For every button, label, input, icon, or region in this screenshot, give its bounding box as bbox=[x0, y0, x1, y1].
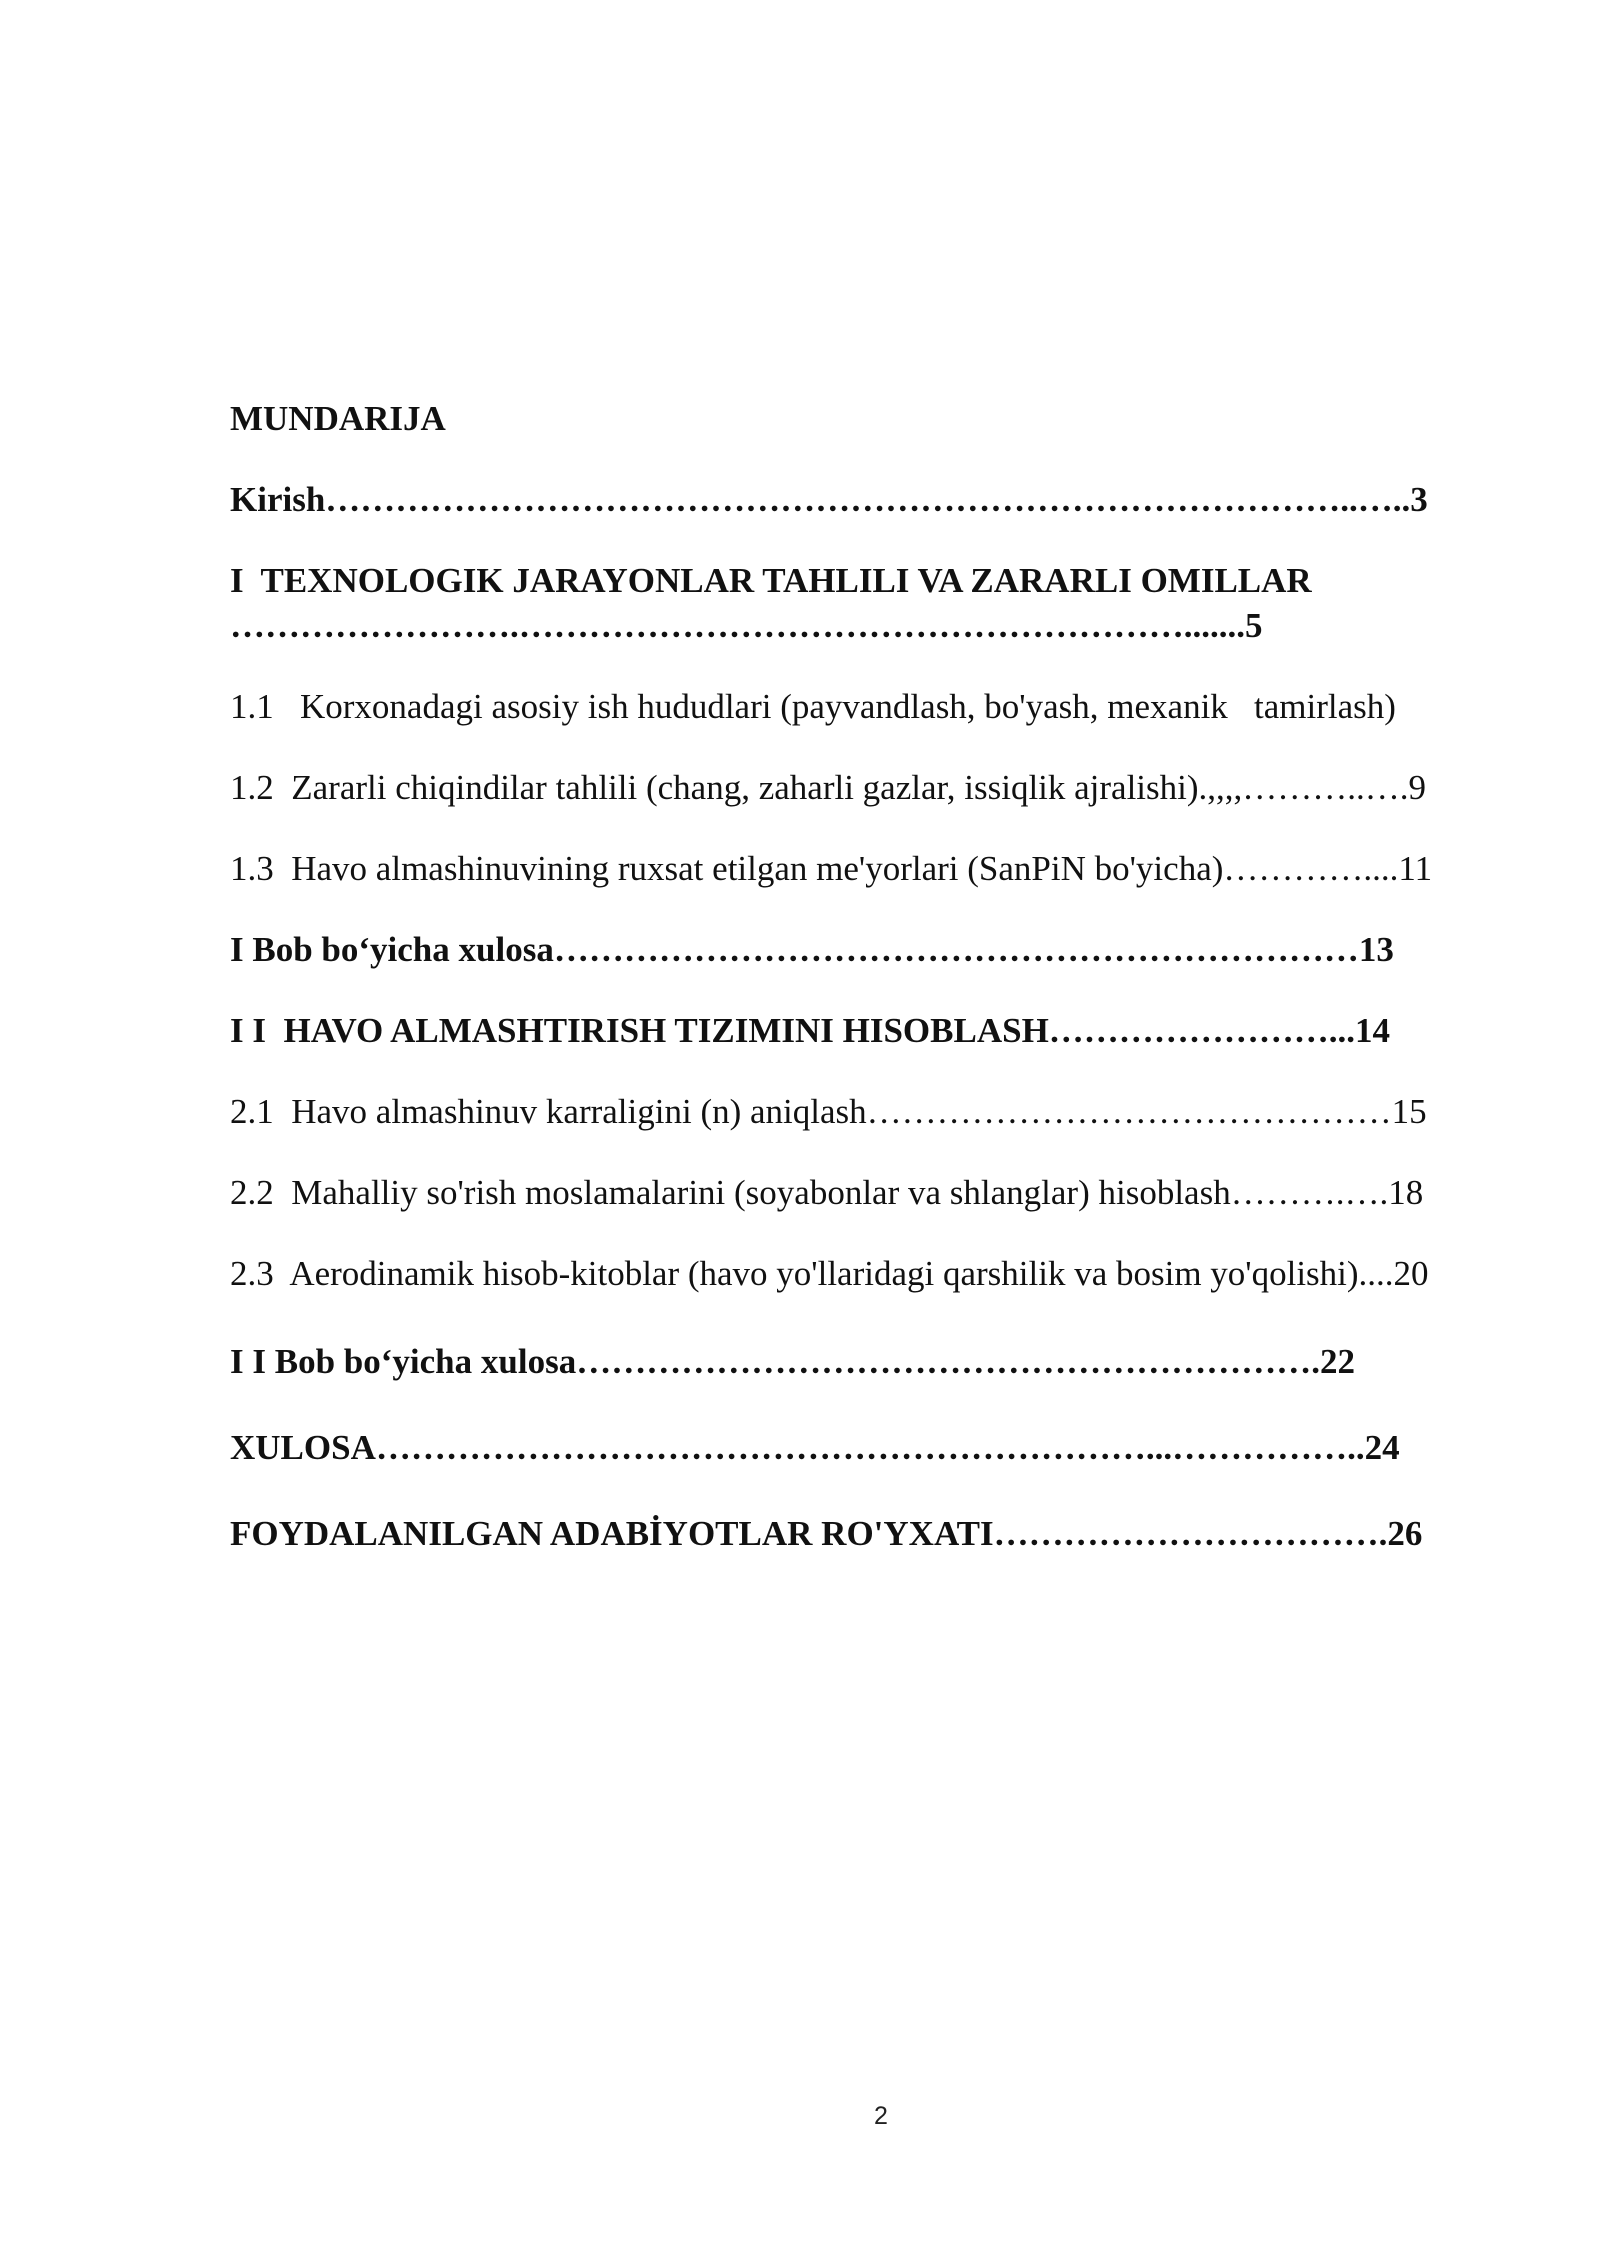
toc-entry-xulosa: XULOSA…………………………………………………………...……………..24 bbox=[230, 1428, 1400, 1467]
toc-entry-2-1: 2.1 Havo almashinuv karraligini (n) aniqlash………………………………………15 bbox=[230, 1092, 1427, 1131]
toc-chapter-1-title: I TEXNOLOGIK JARAYONLAR TAHLILI VA ZARARLI OMILLAR bbox=[230, 561, 1312, 600]
toc-heading: MUNDARIJA bbox=[230, 399, 446, 438]
toc-entry-2-2: 2.2 Mahalliy so'rish moslamalarini (soyabonlar va shlanglar) hisoblash……….….18 bbox=[230, 1173, 1424, 1212]
page-number: 2 bbox=[874, 2102, 888, 2130]
toc-chapter-2-title: I I HAVO ALMASHTIRISH TIZIMINI HISOBLASH……………………...14 bbox=[230, 1011, 1391, 1050]
toc-chapter-1-conclusion: I Bob bo‘yicha xulosa……………………………………………………………13 bbox=[230, 930, 1394, 969]
toc-entry-1-2: 1.2 Zararli chiqindilar tahlili (chang, zaharli gazlar, issiqlik ajralishi).,,,,………..….9 bbox=[230, 768, 1427, 807]
toc-entry-2-3: 2.3 Aerodinamik hisob-kitoblar (havo yo'llaridagi qarshilik va bosim yo'qolishi)....20 bbox=[230, 1254, 1429, 1293]
toc-chapter-1-leader: …………………….………………………………………………….......5 bbox=[230, 606, 1263, 645]
toc-entry-kirish: Kirish……………………………………………………………………………..…..3 bbox=[230, 480, 1428, 519]
toc-entry-references: FOYDALANILGAN ADABİYOTLAR RO'YXATI…………………………….26 bbox=[230, 1514, 1423, 1553]
toc-entry-1-1: 1.1 Korxonadagi asosiy ish hududlari (payvandlash, bo'yash, mexanik tamirlash) bbox=[230, 687, 1396, 726]
toc-entry-1-3: 1.3 Havo almashinuvining ruxsat etilgan me'yorlari (SanPiN bo'yicha)…………....11 bbox=[230, 849, 1433, 888]
toc-chapter-2-conclusion: I I Bob bo‘yicha xulosa……………………………………………………….22 bbox=[230, 1342, 1355, 1381]
